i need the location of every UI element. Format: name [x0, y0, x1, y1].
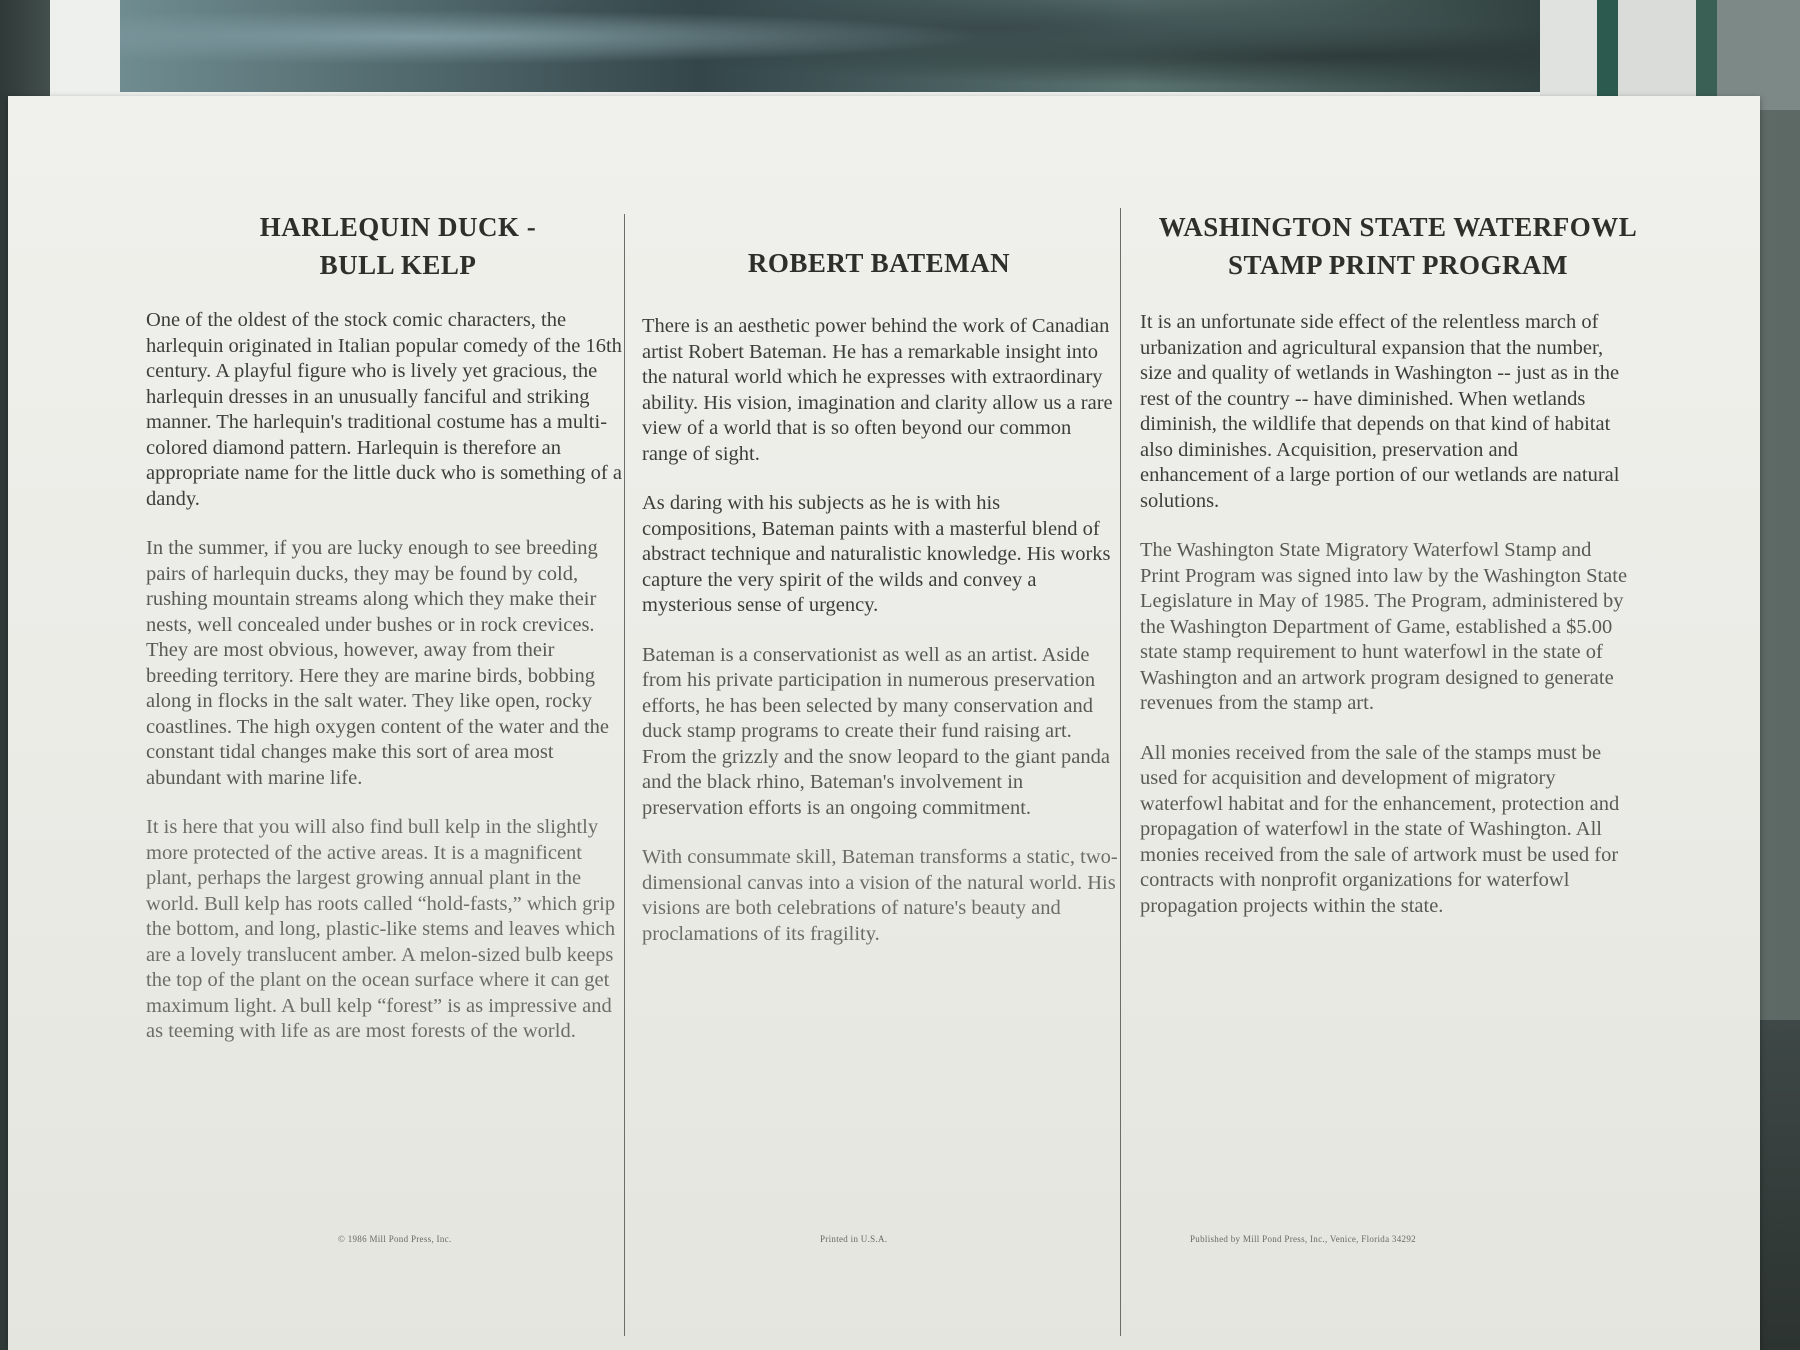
column-title-bateman	[644, 244, 1114, 282]
duck-painting-detail	[120, 0, 1570, 92]
title-line-1: HARLEQUIN DUCK -	[259, 212, 537, 242]
paragraph: It is an unfortunate side effect of the relentless march of urbanization and agricultural expansion that the number, size and quality of wetlands in Washington -- just as in the rest of the country -- have diminished. When wetlands diminish, the wildlife that depends on that kind of habitat also diminishes. Acquisition, preservation and enhancement of a large portion of our wetlands are natural solutions.	[1140, 311, 1620, 512]
paragraph: One of the oldest of the stock comic characters, the harlequin originated in Italian popular comedy of the 16th century. A playful figure who is lively yet gracious, the harlequin dresses in an unusually fanciful and striking manner. The harlequin's traditional costume has a multi-colored diamond pattern. Harlequin is therefore an appropriate name for the little duck who is something of a dandy.	[146, 309, 622, 510]
title-line-2: BULL KELP	[319, 250, 477, 280]
column-text-harlequin	[146, 308, 622, 1069]
footer-publisher: Published by Mill Pond Press, Inc., Venice, Florida 34292	[1190, 1234, 1416, 1244]
paragraph: In the summer, if you are lucky enough to see breeding pairs of harlequin ducks, they may be found by cold, rushing mountain streams along which they make their nests, well concealed under bushes or in rock crevices. They are most obvious, however, away from their breeding territory. Here they are marine birds, bobbing along in flocks in the salt water. They like open, rocky coastlines. The high oxygen content of the water and the constant tidal changes make this sort of area most abundant with marine life.	[146, 537, 610, 789]
footer-copyright: © 1986 Mill Pond Press, Inc.	[338, 1234, 452, 1244]
info-sheet	[8, 96, 1760, 1350]
column-title-harlequin	[138, 208, 658, 284]
column-text-bateman	[642, 314, 1118, 971]
title-line-1: ROBERT BATEMAN	[747, 248, 1011, 278]
paragraph: With consummate skill, Bateman transforms a static, two-dimensional canvas into a vision of the natural world. His visions are both celebrations of nature's beauty and proclamations of its fragility.	[642, 846, 1118, 945]
title-line-1: WASHINGTON STATE WATERFOWL	[1158, 212, 1638, 242]
paragraph: All monies received from the sale of the stamps must be used for acquisition and development of migratory waterfowl habitat and for the enhancement, protection and propagation of waterfowl in the state of Washington. All monies received from the sale of artwork must be used for contracts with nonprofit organizations for waterfowl propagation projects within the state.	[1140, 741, 1620, 917]
paragraph: There is an aesthetic power behind the work of Canadian artist Robert Bateman. He has a remarkable insight into the natural world which he expresses with extraordinary ability. His vision, imagination and clarity allow us a rare view of a world that is so often beyond our common range of sight.	[642, 315, 1113, 465]
column-divider-right	[1120, 208, 1121, 1336]
column-divider-left	[624, 214, 625, 1336]
column-title-washington	[1128, 208, 1668, 284]
column-text-washington	[1140, 310, 1630, 943]
title-line-2: STAMP PRINT PROGRAM	[1228, 250, 1568, 280]
paragraph: The Washington State Migratory Waterfowl Stamp and Print Program was signed into law by the Washington State Legislature in May of 1985. The Program, administered by the Washington Department of Game, established a $5.00 state stamp requirement to hunt waterfowl in the state of Washington and an artwork program designed to generate revenues from the stamp art.	[1140, 539, 1628, 714]
frame-mat	[1540, 0, 1800, 110]
paragraph: As daring with his subjects as he is with his compositions, Bateman paints with a masterful blend of abstract technique and naturalistic knowledge. His works capture the very spirit of the wilds and convey a mysterious sense of urgency.	[642, 492, 1111, 616]
paragraph: Bateman is a conservationist as well as an artist. Aside from his private participation in numerous preservation efforts, he has been selected by many conservation and duck stamp programs to create their fund raising art. From the grizzly and the snow leopard to the giant panda and the black rhino, Bateman's involvement in preservation efforts is an ongoing commitment.	[642, 643, 1110, 819]
paragraph: It is here that you will also find bull kelp in the slightly more protected of the active areas. It is a magnificent plant, perhaps the largest growing annual plant in the world. Bull kelp has roots called “hold-fasts,” which grip the bottom, and long, plastic-like stems and leaves which are a lovely translucent amber. A melon-sized bulb keeps the top of the plant on the ocean surface where it can get maximum light. A bull kelp “forest” is as impressive and as teeming with life as are most forests of the world.	[146, 816, 616, 1042]
footer-printed: Printed in U.S.A.	[820, 1234, 888, 1244]
